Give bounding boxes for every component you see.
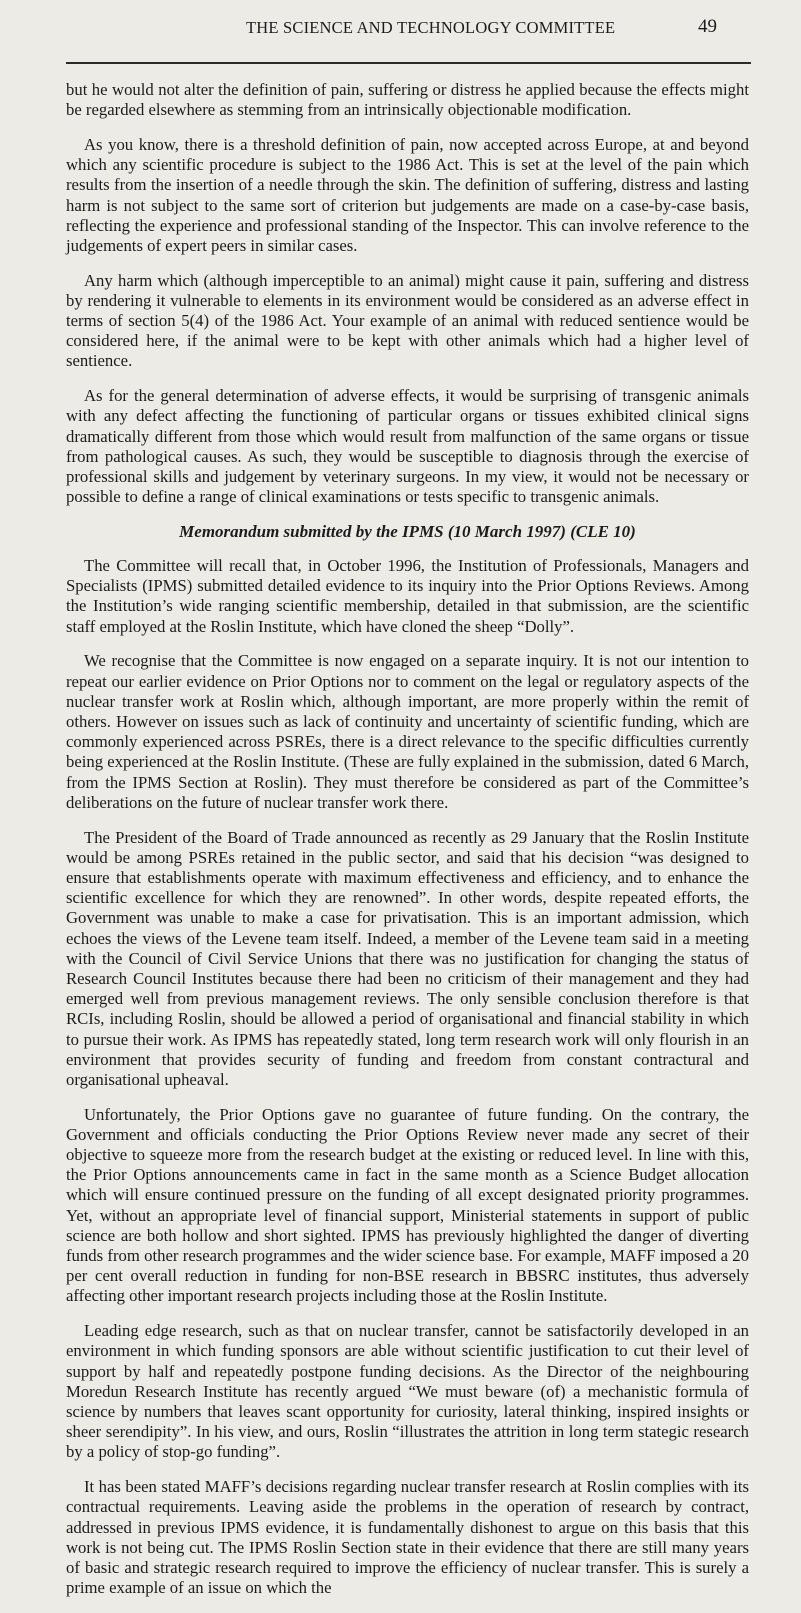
paragraph: As you know, there is a threshold definition of pain, now accepted across Europe, at and beyond which any scientific procedure is subject to the 1986 Act. This is set at the level of the pain which results from the insertion of a needle through the skin. The definition of suffering, distress and lasting harm is not subject to the same sort of criterion but judgements are made on a case-by-case basis, reflecting the experience and professional standing of the Inspector. This can involve reference to the judgements of expert peers in similar cases. bbox=[66, 134, 749, 255]
paragraph: Any harm which (although imperceptible to an animal) might cause it pain, suffering and distress by rendering it vulnerable to elements in its environment would be considered as an adverse effect in terms of section 5(4) of the 1986 Act. Your example of an animal with reduced sentience would be considered here, if the animal were to be kept with other animals which had a higher level of sentience. bbox=[66, 270, 749, 371]
page-header bbox=[0, 14, 801, 42]
paragraph: Unfortunately, the Prior Options gave no guarantee of future funding. On the contrary, the Government and officials conducting the Prior Options Review never made any secret of their objective to squeeze more from the research budget at the existing or reduced level. In line with this, the Prior Options announcements came in fact in the same month as a Science Budget allocation which will ensure continued pressure on the funding of all except designated priority programmes. Yet, without an appropriate level of financial support, Ministerial statements in support of public science are both hollow and short sighted. IPMS has previously highlighted the danger of diverting funds from other research programmes and the wider science base. For example, MAFF imposed a 20 per cent overall reduction in funding for non-BSE research in BBSRC institutes, thus adversely affecting other important research projects including those at the Roslin Institute. bbox=[66, 1104, 749, 1306]
paragraph: Leading edge research, such as that on nuclear transfer, cannot be satisfactorily developed in an environment in which funding sponsors are able without scientific justification to cut their level of support by half and repeatedly postpone funding decisions. As the Director of the neighbouring Moredun Research Institute has recently argued “We must beware (of) a mechanistic formula of science by numbers that leaves scant opportunity for curiosity, lateral thinking, inspired insights or sheer serendipity”. In his view, and ours, Roslin “illustrates the attrition in long term stategic research by a policy of stop-go funding”. bbox=[66, 1321, 749, 1462]
paragraph: We recognise that the Committee is now engaged on a separate inquiry. It is not our intention to repeat our earlier evidence on Prior Options nor to comment on the legal or regulatory aspects of the nuclear transfer work at Roslin which, although important, are more properly within the remit of others. However on issues such as lack of continuity and uncertainty of scientific funding, which are commonly experienced across PSREs, there is a direct relevance to the specific difficulties currently being experienced at the Roslin Institute. (These are fully explained in the submission, dated 6 March, from the IPMS Section at Roslin). They must therefore be considered as part of the Committee’s deliberations on the future of nuclear transfer work there. bbox=[66, 651, 749, 812]
page-number: 49 bbox=[698, 16, 717, 37]
paragraph: The President of the Board of Trade announced as recently as 29 January that the Roslin Institute would be among PSREs retained in the public sector, and said that his decision “was designed to ensure that establishments operate with maximum effectiveness and efficiency, and to enhance the scientific excellence for which they are renowned”. In other words, despite repeated efforts, the Government was unable to make a case for privatisation. This is an important admission, which echoes the views of the Levene team itself. Indeed, a member of the Levene team said in a meeting with the Council of Civil Service Unions that there was no justification for changing the status of Research Council Institutes because there had been no criticism of their management and they had emerged well from previous management reviews. The only sensible conclusion therefore is that RCIs, including Roslin, should be allowed a period of organisational and financial stability in which to pursue their work. As IPMS has repeatedly stated, long term research work will only flourish in an environment that provides security of funding and freedom from constant contractural and organisational upheaval. bbox=[66, 827, 749, 1089]
body-text bbox=[66, 80, 749, 1613]
section-heading: Memorandum submitted by the IPMS (10 March 1997) (CLE 10) bbox=[179, 521, 636, 541]
running-title: THE SCIENCE AND TECHNOLOGY COMMITTEE bbox=[246, 18, 616, 37]
paragraph: but he would not alter the definition of pain, suffering or distress he applied because the effects might be regarded elsewhere as stemming from an intrinsically objectionable modification. bbox=[66, 80, 749, 120]
paragraph: As for the general determination of adverse effects, it would be surprising of transgenic animals with any defect affecting the functioning of particular organs or tissues exhibited clinical signs dramatically different from those which would result from malfunction of the same organs or tissue from pathological causes. As such, they would be susceptible to diagnosis through the exercise of professional skills and judgement by veterinary surgeons. In my view, it would not be necessary or possible to define a range of clinical examinations or tests specific to transgenic animals. bbox=[66, 386, 749, 507]
header-rule bbox=[66, 62, 751, 64]
paragraph: The Committee will recall that, in October 1996, the Institution of Professionals, Managers and Specialists (IPMS) submitted detailed evidence to its inquiry into the Prior Options Reviews. Among the Institution’s wide ranging scientific membership, detailed in that submission, are the scientific staff employed at the Roslin Institute, which have cloned the sheep “Dolly”. bbox=[66, 556, 749, 636]
paragraph: It has been stated MAFF’s decisions regarding nuclear transfer research at Roslin complies with its contractual requirements. Leaving aside the problems in the operation of research by contract, addressed in previous IPMS evidence, it is fundamentally dishonest to argue on this basis that this work is not being cut. The IPMS Roslin Section state in their evidence that there are still many years of basic and strategic research required to improve the efficiency of nuclear transfer. This is surely a prime example of an issue on which the bbox=[66, 1477, 749, 1598]
